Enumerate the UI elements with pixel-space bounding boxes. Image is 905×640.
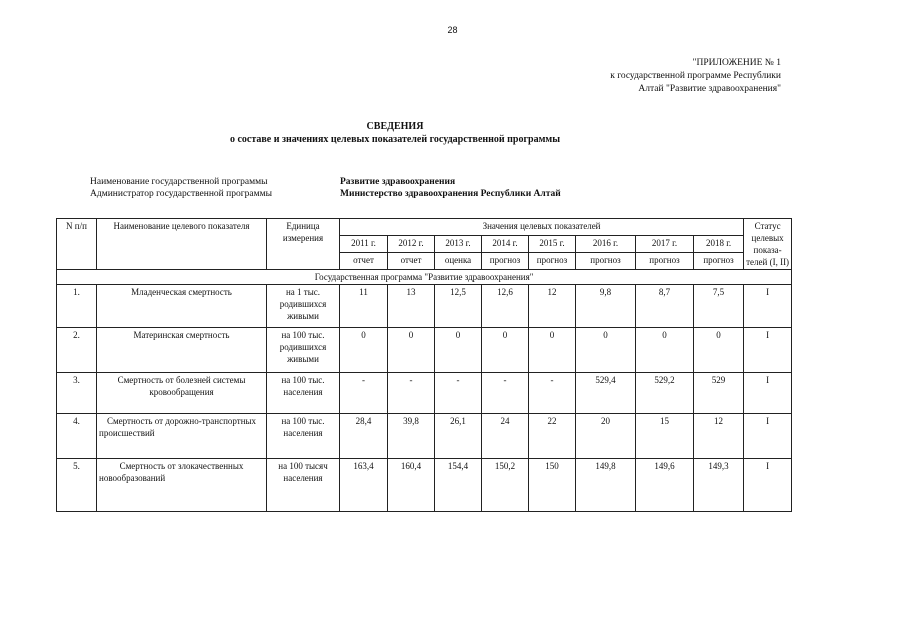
value-cell: - bbox=[435, 373, 482, 414]
table-row bbox=[57, 459, 792, 512]
value-cell: 12 bbox=[529, 285, 576, 328]
row-number: 5. bbox=[57, 459, 97, 512]
value-cell: 150 bbox=[529, 459, 576, 512]
header-status: Статус целевых показа-телей (I, II) bbox=[744, 219, 792, 270]
title-main: СВЕДЕНИЯ bbox=[366, 121, 424, 132]
type-header: прогноз bbox=[482, 253, 529, 270]
value-cell: 13 bbox=[388, 285, 435, 328]
year-header: 2011 г. bbox=[340, 236, 388, 253]
value-cell: 26,1 bbox=[435, 414, 482, 459]
value-cell: 529,4 bbox=[576, 373, 636, 414]
year-header: 2017 г. bbox=[636, 236, 694, 253]
value-cell: 0 bbox=[576, 328, 636, 373]
value-cell: 149,6 bbox=[636, 459, 694, 512]
indicator-name: Смертность от болезней системы кровообращения bbox=[97, 373, 267, 414]
header-unit: Единица измерения bbox=[267, 219, 340, 270]
value-cell: 529 bbox=[694, 373, 744, 414]
row-number: 3. bbox=[57, 373, 97, 414]
header-name: Наименование целевого показателя bbox=[97, 219, 267, 270]
header-values: Значения целевых показателей bbox=[340, 219, 744, 236]
status-cell: I bbox=[744, 414, 792, 459]
year-header: 2018 г. bbox=[694, 236, 744, 253]
value-cell: - bbox=[340, 373, 388, 414]
unit-cell: на 100 тыс. населения bbox=[267, 414, 340, 459]
value-cell: 11 bbox=[340, 285, 388, 328]
table-row bbox=[57, 285, 792, 328]
value-cell: 163,4 bbox=[340, 459, 388, 512]
value-cell: 24 bbox=[482, 414, 529, 459]
program-row bbox=[90, 176, 561, 188]
value-cell: 12,6 bbox=[482, 285, 529, 328]
value-cell: - bbox=[388, 373, 435, 414]
status-cell: I bbox=[744, 459, 792, 512]
year-header: 2012 г. bbox=[388, 236, 435, 253]
header-row-1 bbox=[57, 219, 792, 236]
value-cell: 529,2 bbox=[636, 373, 694, 414]
admin-label: Администратор государственной программы bbox=[90, 189, 272, 199]
year-header: 2014 г. bbox=[482, 236, 529, 253]
value-cell: 0 bbox=[388, 328, 435, 373]
value-cell: 15 bbox=[636, 414, 694, 459]
program-value: Развитие здравоохранения bbox=[340, 177, 456, 187]
value-cell: 149,3 bbox=[694, 459, 744, 512]
appendix-line-1: "ПРИЛОЖЕНИЕ № 1 bbox=[692, 58, 781, 68]
section-title: Государственная программа "Развитие здравоохранения" bbox=[57, 270, 792, 285]
table-row bbox=[57, 414, 792, 459]
document-title bbox=[0, 120, 790, 146]
value-cell: 0 bbox=[694, 328, 744, 373]
value-cell: 20 bbox=[576, 414, 636, 459]
status-cell: I bbox=[744, 285, 792, 328]
status-cell: I bbox=[744, 373, 792, 414]
value-cell: 8,7 bbox=[636, 285, 694, 328]
year-header: 2013 г. bbox=[435, 236, 482, 253]
value-cell: 0 bbox=[636, 328, 694, 373]
appendix-note bbox=[610, 57, 781, 96]
value-cell: - bbox=[482, 373, 529, 414]
table-row bbox=[57, 373, 792, 414]
value-cell: 0 bbox=[435, 328, 482, 373]
type-header: отчет bbox=[388, 253, 435, 270]
indicator-name: Младенческая смертность bbox=[97, 285, 267, 328]
table-row bbox=[57, 328, 792, 373]
row-number: 2. bbox=[57, 328, 97, 373]
value-cell: 160,4 bbox=[388, 459, 435, 512]
program-label: Наименование государственной программы bbox=[90, 177, 268, 187]
row-number: 1. bbox=[57, 285, 97, 328]
value-cell: 22 bbox=[529, 414, 576, 459]
value-cell: 39,8 bbox=[388, 414, 435, 459]
appendix-line-2: к государственной программе Республики bbox=[610, 71, 781, 81]
value-cell: 149,8 bbox=[576, 459, 636, 512]
header-num: N п/п bbox=[57, 219, 97, 270]
title-sub: о составе и значениях целевых показателей государственной программы bbox=[229, 134, 561, 145]
appendix-line-3: Алтай "Развитие здравоохранения" bbox=[638, 84, 781, 94]
value-cell: 0 bbox=[529, 328, 576, 373]
status-cell: I bbox=[744, 328, 792, 373]
type-header: оценка bbox=[435, 253, 482, 270]
unit-cell: на 1 тыс. родившихся живыми bbox=[267, 285, 340, 328]
type-header: прогноз bbox=[694, 253, 744, 270]
row-number: 4. bbox=[57, 414, 97, 459]
value-cell: 154,4 bbox=[435, 459, 482, 512]
program-info bbox=[90, 176, 561, 200]
value-cell: 12,5 bbox=[435, 285, 482, 328]
unit-cell: на 100 тыс. родившихся живыми bbox=[267, 328, 340, 373]
value-cell: 0 bbox=[340, 328, 388, 373]
type-header: прогноз bbox=[529, 253, 576, 270]
indicator-name: Смертность от дорожно-транспортных происшествий bbox=[97, 414, 267, 459]
admin-row bbox=[90, 188, 561, 200]
value-cell: - bbox=[529, 373, 576, 414]
year-header: 2016 г. bbox=[576, 236, 636, 253]
type-header: прогноз bbox=[576, 253, 636, 270]
unit-cell: на 100 тыс. населения bbox=[267, 373, 340, 414]
page-number: 28 bbox=[447, 25, 458, 35]
value-cell: 7,5 bbox=[694, 285, 744, 328]
indicator-name: Материнская смертность bbox=[97, 328, 267, 373]
type-header: прогноз bbox=[636, 253, 694, 270]
value-cell: 150,2 bbox=[482, 459, 529, 512]
unit-cell: на 100 тысяч населения bbox=[267, 459, 340, 512]
value-cell: 12 bbox=[694, 414, 744, 459]
value-cell: 28,4 bbox=[340, 414, 388, 459]
value-cell: 9,8 bbox=[576, 285, 636, 328]
indicator-name: Смертность от злокачественных новообразований bbox=[97, 459, 267, 512]
indicators-table bbox=[56, 218, 792, 512]
value-cell: 0 bbox=[482, 328, 529, 373]
admin-value: Министерство здравоохранения Республики Алтай bbox=[340, 189, 561, 199]
section-row bbox=[57, 270, 792, 285]
type-header: отчет bbox=[340, 253, 388, 270]
year-header: 2015 г. bbox=[529, 236, 576, 253]
